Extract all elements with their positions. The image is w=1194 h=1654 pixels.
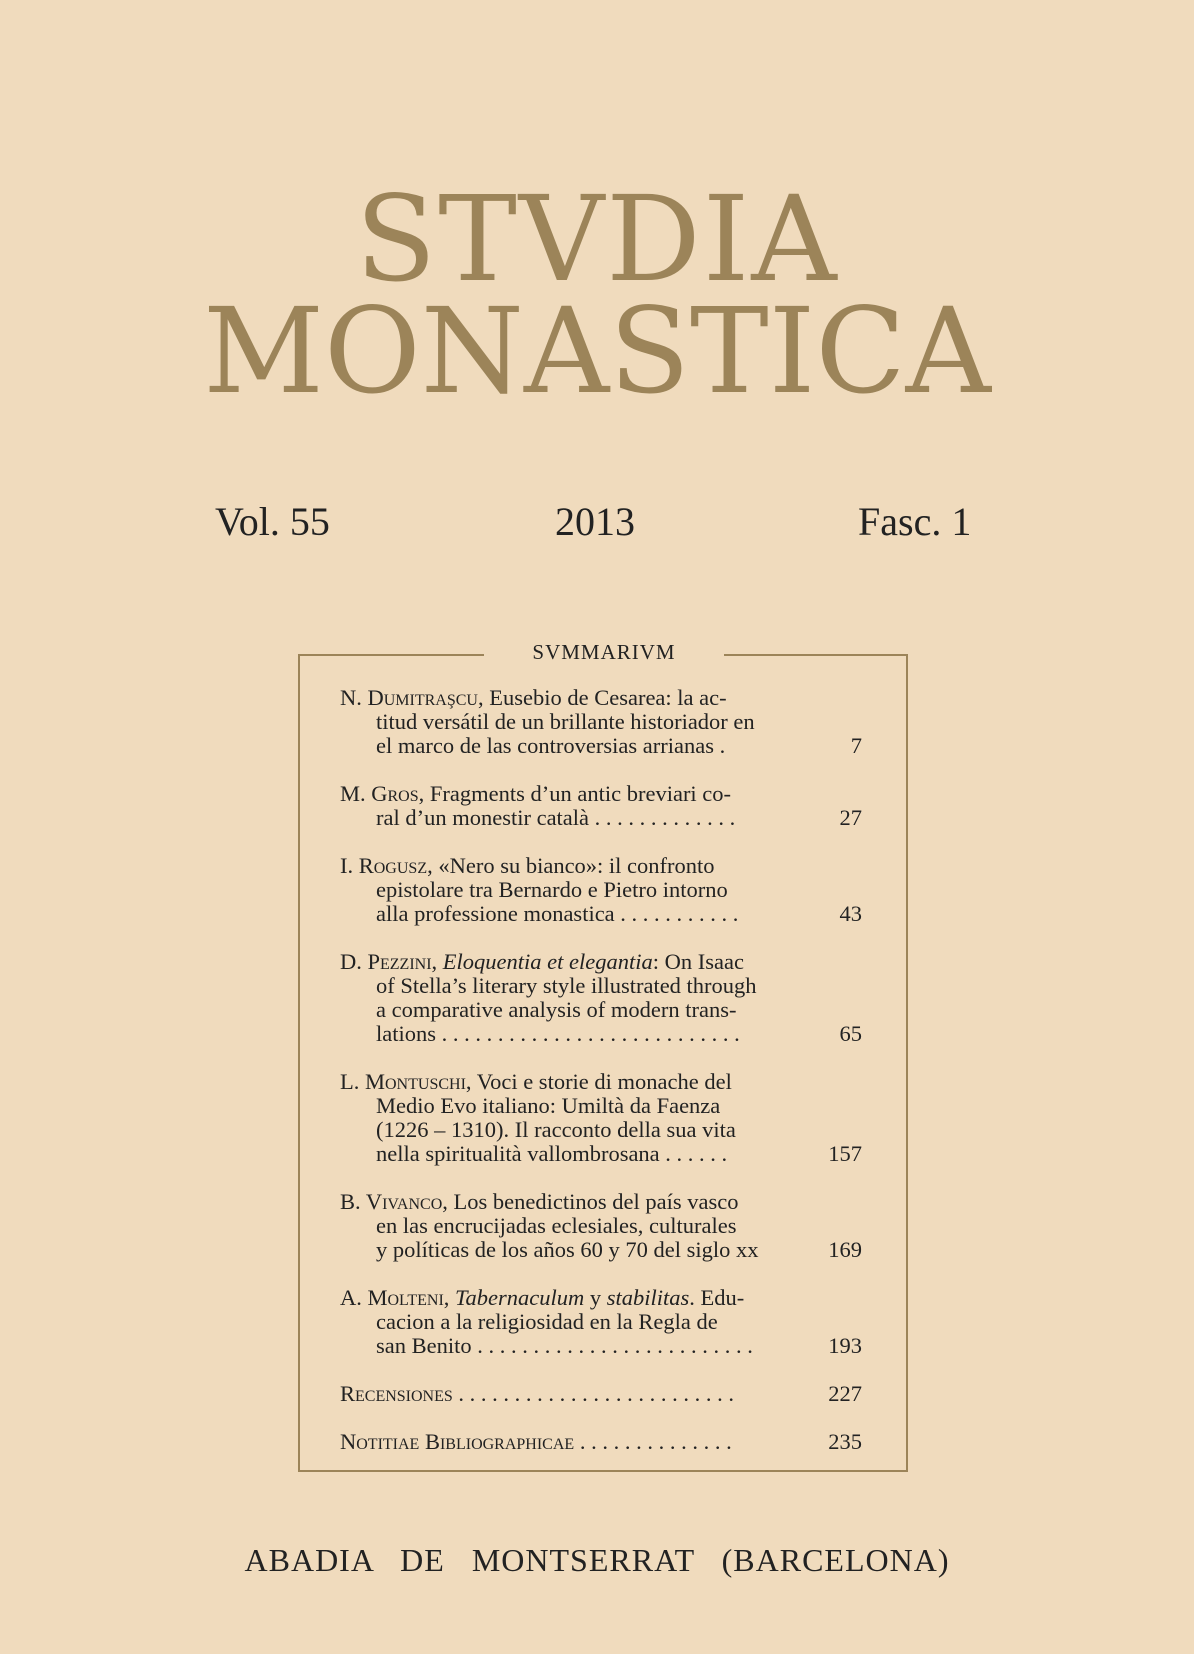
toc-text: ral d’un monestir català . . . . . . . . . . . . . — [376, 805, 736, 830]
toc-text: cacion a la religiosidad en la Regla de — [376, 1309, 718, 1334]
toc-page-number: 27 — [839, 805, 862, 830]
journal-title-line2: MONASTICA — [203, 282, 991, 420]
toc-text: y políticas de los años 60 y 70 del siglo xx — [376, 1237, 759, 1262]
toc-text: Medio Evo italiano: Umiltà da Faenza — [376, 1093, 721, 1118]
toc-page-number: 227 — [828, 1381, 862, 1406]
toc-author: M. Gros — [340, 781, 419, 806]
toc-text: . . . . . . . . . . . . . . . . . . . . . . . . . — [452, 1381, 735, 1406]
toc-author: I. Rogusz — [340, 853, 428, 878]
toc-text: y — [584, 1285, 607, 1310]
toc-entry: D. Pezzini, Eloquentia et elegantia: On Isaac of Stella’s literary style illustrated through a comparative analysis of modern trans- lations . . . . . . . . . . . . . . . . . . . . . . . . . . . 65 — [340, 949, 862, 1046]
year-label: 2013 — [555, 499, 635, 544]
toc-author: A. Molteni — [340, 1285, 444, 1310]
toc-page-number: 43 — [839, 901, 862, 926]
toc-entry — [340, 854, 862, 926]
volume-label: Vol. 55 — [215, 499, 330, 544]
toc-entry — [340, 1382, 862, 1406]
toc-text: el marco de las controversias arrianas . — [376, 733, 726, 758]
toc-page-number: 169 — [828, 1237, 862, 1262]
toc-text: (1226 – 1310). Il racconto della sua vita — [376, 1117, 736, 1142]
toc-italic-title: Eloquentia et elegantia — [442, 949, 653, 974]
toc-page-number: 7 — [850, 733, 862, 758]
table-of-contents — [340, 686, 862, 1478]
toc-text: , Los benedictinos del país vasco — [442, 1189, 739, 1214]
toc-entry — [340, 1190, 862, 1262]
toc-entry — [340, 1070, 862, 1166]
toc-text: , Fragments d’un antic breviari co- — [418, 781, 732, 806]
toc-section-name: Recensiones — [340, 1381, 453, 1406]
toc-text: . . . . . . . . . . . . . . — [574, 1429, 732, 1454]
toc-page-number: 193 — [828, 1333, 862, 1358]
toc-section-name: Notitiae Bibliographicae — [340, 1429, 575, 1454]
toc-author: L. Montuschi — [340, 1069, 466, 1094]
toc-author: B. Vivanco — [340, 1189, 443, 1214]
toc-text: . Edu- — [689, 1285, 745, 1310]
toc-entry — [340, 1430, 862, 1454]
toc-entry — [340, 686, 862, 758]
toc-text: en las encrucijadas eclesiales, culturales — [376, 1213, 737, 1238]
toc-entry: A. Molteni, Tabernaculum y stabilitas. Edu- cacion a la religiosidad en la Regla de san Benito . . . . . . . . . . . . . . . . . . . . . . . . . 193 — [340, 1285, 862, 1358]
toc-entry — [340, 782, 862, 830]
toc-text: , «Nero su bianco»: il confronto — [427, 853, 715, 878]
toc-page-number: 157 — [828, 1141, 862, 1166]
toc-italic-title: Tabernaculum — [455, 1285, 585, 1310]
toc-text: epistolare tra Bernardo e Pietro intorno — [376, 877, 728, 902]
toc-author: D. Pezzini — [340, 949, 432, 974]
toc-text: san Benito . . . . . . . . . . . . . . . . . . . . . . . . . — [376, 1333, 753, 1358]
toc-text: , Voci e storie di monache del — [465, 1069, 732, 1094]
toc-text: : On Isaac — [652, 949, 744, 974]
summary-heading: SVMMARIVM — [484, 640, 724, 665]
toc-italic-title: stabilitas — [606, 1285, 690, 1310]
toc-page-number: 235 — [828, 1429, 862, 1454]
toc-text: nella spiritualità vallombrosana . . . . . . — [376, 1141, 728, 1166]
journal-title-line1: STVDIA — [355, 170, 839, 308]
toc-text: lations . . . . . . . . . . . . . . . . . . . . . . . . . . . — [376, 1021, 740, 1046]
toc-author: N. Dumitraşcu — [340, 685, 478, 710]
fascicle-label: Fasc. 1 — [858, 499, 972, 544]
toc-text: of Stella’s literary style illustrated through — [376, 973, 757, 998]
toc-text: , Eusebio de Cesarea: la ac- — [477, 685, 727, 710]
publisher-line: ABADIA DE MONTSERRAT (BARCELONA) — [244, 1542, 950, 1578]
toc-text: titud versátil de un brillante historiador en — [376, 709, 755, 734]
toc-text: alla professione monastica . . . . . . . . . . . — [376, 901, 739, 926]
toc-text: a comparative analysis of modern trans- — [376, 997, 737, 1022]
toc-page-number: 65 — [839, 1021, 862, 1046]
